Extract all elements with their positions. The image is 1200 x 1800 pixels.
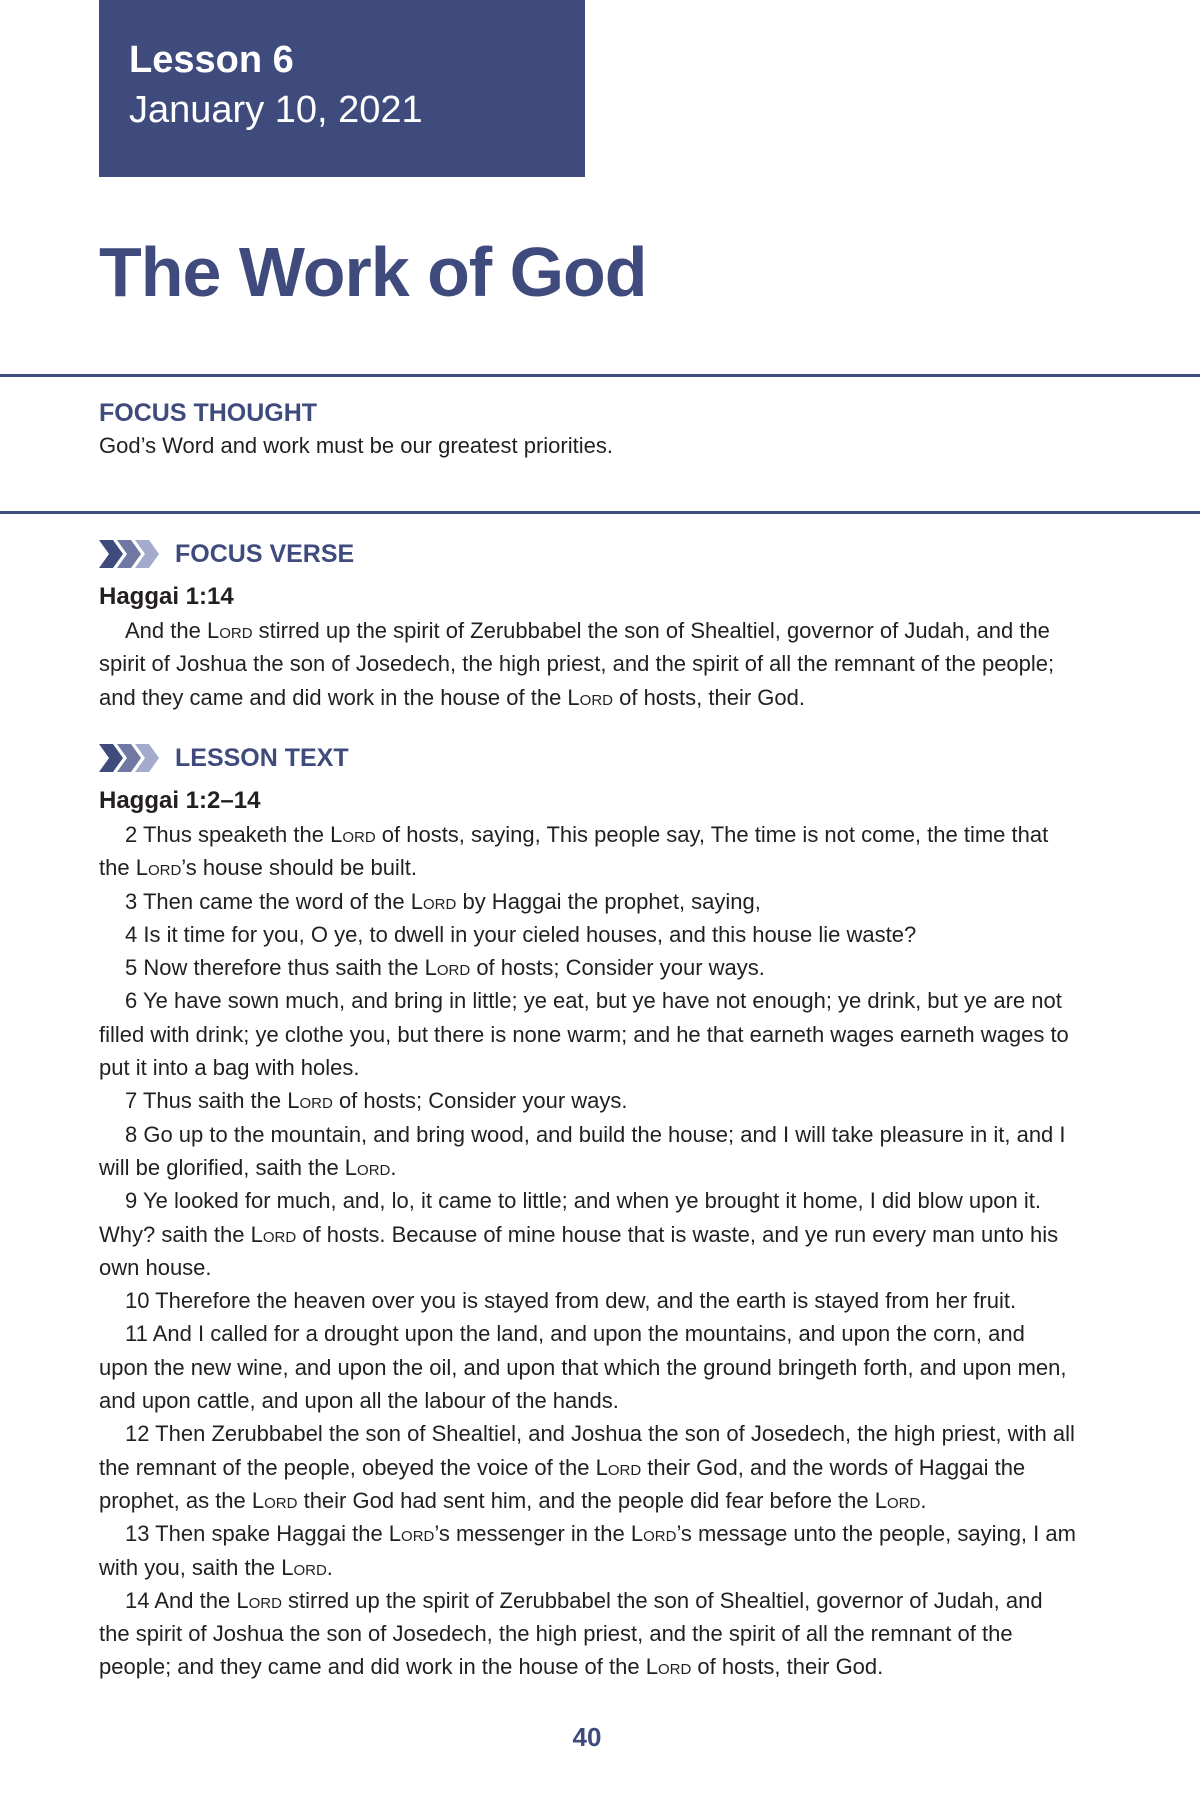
lesson-header-box	[99, 0, 585, 177]
focus-thought-section	[99, 397, 1079, 462]
verse: 2 Thus speaketh the Lord of hosts, saying, This people say, The time is not come, the time that the Lord’s house should be built.	[99, 822, 1049, 881]
lesson-text-reference: Haggai 1:2–14	[99, 787, 261, 814]
triple-chevron-icon	[99, 540, 159, 568]
triple-chevron-icon	[99, 744, 159, 772]
focus-verse-text: And the Lord stirred up the spirit of Zerubbabel the son of Shealtiel, governor of Judah, and the spirit of Joshua the son of Josedech, the high priest, and the spirit of all the remnant of the people; and they came and did work in the house of the Lord of hosts, their God.	[99, 618, 1055, 710]
verse: 11 And I called for a drought upon the land, and upon the mountains, and upon the corn, and upon the new wine, and upon the oil, and upon that which the ground bringeth forth, and upon men, and upon cattle, and upon all the labour of the hands.	[99, 1321, 1067, 1414]
verse: 6 Ye have sown much, and bring in little; ye eat, but ye have not enough; ye drink, but ye are not filled with drink; ye clothe you, but there is none warm; and he that earneth wages earneth wages to put it into a bag with holes.	[99, 988, 1069, 1081]
focus-verse-reference: Haggai 1:14	[99, 583, 234, 610]
divider-bottom	[0, 511, 1200, 514]
verse: 8 Go up to the mountain, and bring wood, and build the house; and I will take pleasure in it, and I will be glorified, saith the Lord.	[99, 1121, 1066, 1180]
lesson-date: January 10, 2021	[129, 89, 423, 131]
page-number: 40	[572, 1722, 602, 1752]
verse: 5 Now therefore thus saith the Lord of hosts; Consider your ways.	[125, 955, 765, 981]
verse: 4 Is it time for you, O ye, to dwell in your cieled houses, and this house lie waste?	[125, 921, 917, 947]
focus-verse-label	[99, 538, 1079, 570]
lesson-text-heading: LESSON TEXT	[175, 744, 349, 772]
lesson-text-section	[99, 742, 1079, 1684]
verse: 10 Therefore the heaven over you is stayed from dew, and the earth is stayed from her fruit.	[125, 1288, 1017, 1314]
focus-verse-section	[99, 538, 1079, 714]
lesson-text-label	[99, 742, 1079, 774]
verse-list	[99, 818, 1079, 1684]
verse: 13 Then spake Haggai the Lord’s messenger in the Lord’s message unto the people, saying, I am with you, saith the Lord.	[99, 1521, 1076, 1580]
focus-verse-heading: FOCUS VERSE	[175, 540, 355, 568]
verse: 9 Ye looked for much, and, lo, it came to little; and when ye brought it home, I did blow upon it. Why? saith the Lord of hosts. Because of mine house that is waste, and ye run every man unto his own house.	[99, 1188, 1059, 1280]
focus-thought-heading: FOCUS THOUGHT	[99, 399, 318, 427]
page-title: The Work of God	[99, 233, 647, 311]
verse: 14 And the Lord stirred up the spirit of Zerubbabel the son of Shealtiel, governor of Judah, and the spirit of Joshua the son of Josedech, the high priest, and the spirit of all the remnant of the people; and they came and did work in the house of the Lord of hosts, their God.	[99, 1587, 1043, 1680]
verse: 3 Then came the word of the Lord by Haggai the prophet, saying,	[125, 888, 761, 914]
verse: 12 Then Zerubbabel the son of Shealtiel, and Joshua the son of Josedech, the high priest, with all the remnant of the people, obeyed the voice of the Lord their God, and the words of Haggai the prophet, as the Lord their God had sent him, and the people did fear before the Lord.	[99, 1421, 1075, 1513]
lesson-number: Lesson 6	[129, 39, 294, 81]
focus-thought-text: God’s Word and work must be our greatest priorities.	[99, 433, 613, 458]
verse: 7 Thus saith the Lord of hosts; Consider your ways.	[125, 1088, 628, 1114]
divider-top	[0, 374, 1200, 377]
